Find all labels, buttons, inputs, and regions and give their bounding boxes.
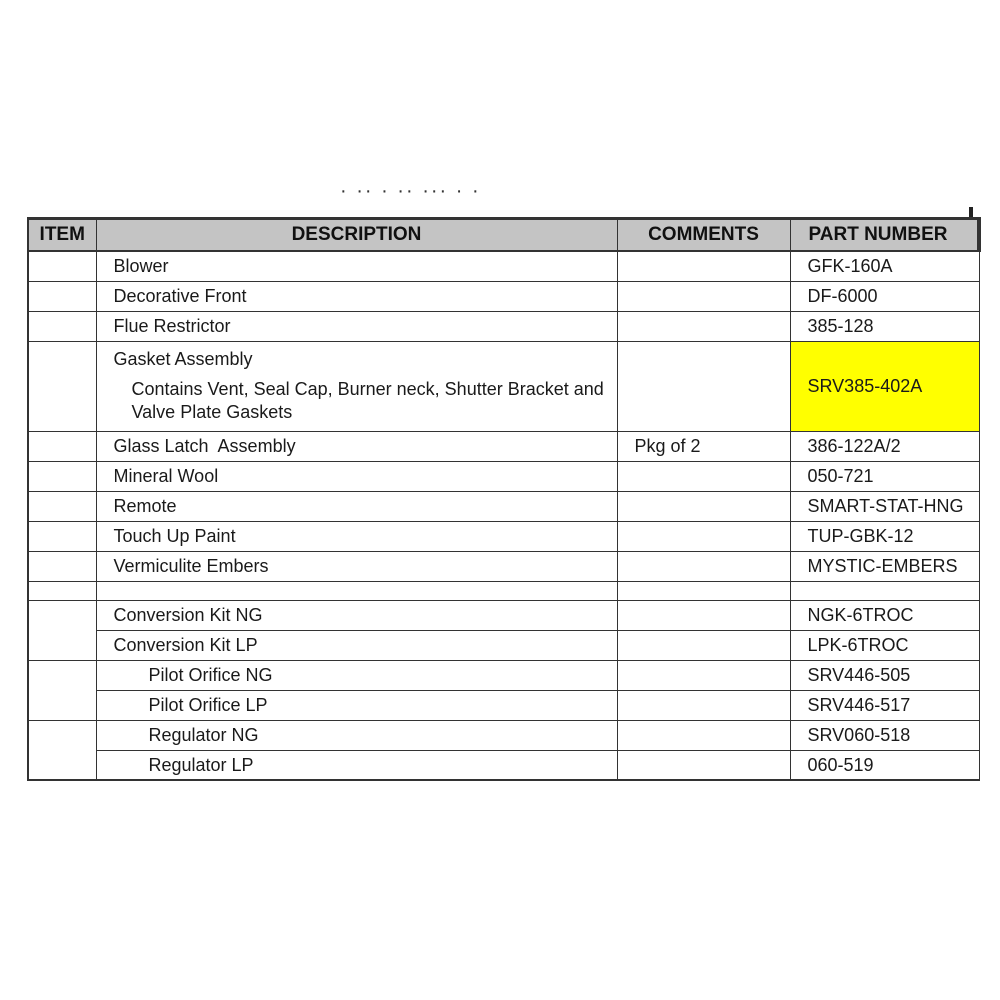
- comments-cell: [617, 660, 790, 690]
- item-cell: [28, 521, 96, 551]
- table-row: [28, 431, 979, 461]
- description-cell: Vermiculite Embers: [96, 551, 617, 581]
- part-number-cell: SRV446-517: [790, 690, 979, 720]
- comments-cell: [617, 581, 790, 600]
- comments-cell: [617, 491, 790, 521]
- part-number-cell: SRV446-505: [790, 660, 979, 690]
- description-cell: Pilot Orifice LP: [96, 690, 617, 720]
- comments-cell: [617, 720, 790, 750]
- table-row-empty: [28, 581, 979, 600]
- table-row: [28, 521, 979, 551]
- item-cell: [28, 551, 96, 581]
- header-comments: COMMENTS: [617, 219, 790, 252]
- table-row: [28, 690, 979, 720]
- item-cell: [28, 431, 96, 461]
- description-cell: Pilot Orifice NG: [96, 660, 617, 690]
- part-number-cell: 050-721: [790, 461, 979, 491]
- item-cell: [28, 341, 96, 431]
- table-row: [28, 341, 979, 431]
- comments-cell: [617, 251, 790, 281]
- part-number-cell: LPK-6TROC: [790, 630, 979, 660]
- description-cell: Conversion Kit LP: [96, 630, 617, 660]
- part-number-cell: DF-6000: [790, 281, 979, 311]
- description-cell: Mineral Wool: [96, 461, 617, 491]
- table-row: [28, 551, 979, 581]
- description-cell: [96, 581, 617, 600]
- description-cell: Remote: [96, 491, 617, 521]
- table-row: [28, 461, 979, 491]
- part-number-cell-highlighted: SRV385-402A: [790, 341, 979, 431]
- part-number-cell: NGK-6TROC: [790, 600, 979, 630]
- comments-cell: [617, 281, 790, 311]
- comments-cell: [617, 750, 790, 780]
- description-cell: Regulator NG: [96, 720, 617, 750]
- item-cell: [28, 600, 96, 630]
- comments-cell: [617, 341, 790, 431]
- header-part-number: PART NUMBER: [790, 219, 979, 252]
- description-cell: Blower: [96, 251, 617, 281]
- description-cell: Touch Up Paint: [96, 521, 617, 551]
- part-number-cell: SRV060-518: [790, 720, 979, 750]
- part-number-cell: GFK-160A: [790, 251, 979, 281]
- description-main: Gasket Assembly: [113, 348, 253, 369]
- item-cell: [28, 461, 96, 491]
- comments-cell: [617, 600, 790, 630]
- table-row: [28, 660, 979, 690]
- item-cell: [28, 720, 96, 750]
- description-cell: [96, 341, 617, 431]
- table-header-row: [28, 219, 979, 252]
- part-number-cell: 386-122A/2: [790, 431, 979, 461]
- item-cell: [28, 660, 96, 690]
- table-row: [28, 491, 979, 521]
- header-item: ITEM: [28, 219, 96, 252]
- part-number-cell: 060-519: [790, 750, 979, 780]
- table-row: [28, 311, 979, 341]
- parts-table: [27, 217, 981, 781]
- comments-cell: [617, 690, 790, 720]
- item-cell: [28, 311, 96, 341]
- part-number-cell: MYSTIC-EMBERS: [790, 551, 979, 581]
- description-cell: Glass Latch Assembly: [96, 431, 617, 461]
- table-row: [28, 251, 979, 281]
- comments-cell: [617, 521, 790, 551]
- description-cell: Conversion Kit NG: [96, 600, 617, 630]
- description-sub: Contains Vent, Seal Cap, Burner neck, Shutter Bracket and Valve Plate Gaskets: [131, 378, 604, 422]
- table-row: [28, 600, 979, 630]
- table-row: [28, 630, 979, 660]
- item-cell: [28, 491, 96, 521]
- comments-cell: [617, 630, 790, 660]
- comments-cell: [617, 461, 790, 491]
- item-cell: [28, 581, 96, 600]
- description-cell: Regulator LP: [96, 750, 617, 780]
- comments-cell: [617, 311, 790, 341]
- comments-cell: [617, 551, 790, 581]
- part-number-cell: SMART-STAT-HNG: [790, 491, 979, 521]
- description-cell: Decorative Front: [96, 281, 617, 311]
- item-cell: [28, 750, 96, 780]
- item-cell: [28, 690, 96, 720]
- part-number-cell: [790, 581, 979, 600]
- item-cell: [28, 281, 96, 311]
- header-description: DESCRIPTION: [96, 219, 617, 252]
- cropped-caption-text: · ·· · ·· ··· · ·: [340, 190, 481, 202]
- table-row: [28, 281, 979, 311]
- table-row: [28, 720, 979, 750]
- part-number-cell: 385-128: [790, 311, 979, 341]
- item-cell: [28, 630, 96, 660]
- table-row: [28, 750, 979, 780]
- part-number-cell: TUP-GBK-12: [790, 521, 979, 551]
- description-cell: Flue Restrictor: [96, 311, 617, 341]
- comments-cell: Pkg of 2: [617, 431, 790, 461]
- item-cell: [28, 251, 96, 281]
